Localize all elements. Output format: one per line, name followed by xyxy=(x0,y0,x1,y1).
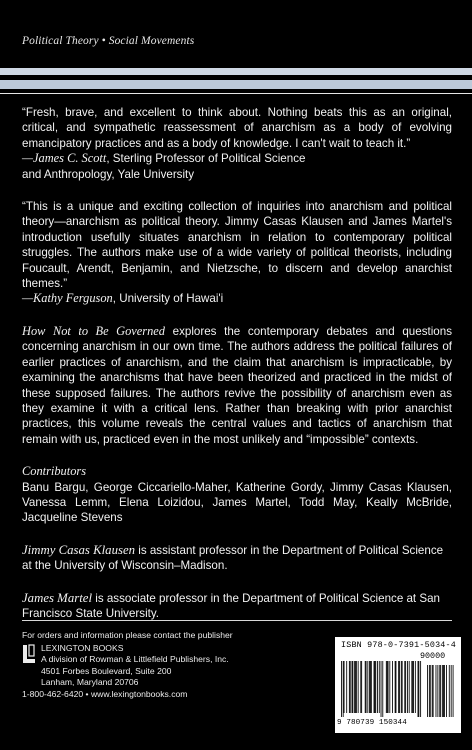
barcode-bar xyxy=(370,661,371,713)
barcode-bar xyxy=(377,661,378,713)
barcode-addon-bar xyxy=(443,665,444,717)
barcode-bar xyxy=(379,661,380,713)
barcode-addon-bar xyxy=(430,665,431,717)
barcode-bar xyxy=(418,661,419,717)
barcode-bar xyxy=(418,661,419,717)
barcode-bar xyxy=(420,661,421,717)
barcode-bar xyxy=(411,661,412,713)
barcode-bar xyxy=(386,661,387,713)
barcode-digits: 9 780739 150344 xyxy=(337,719,407,727)
contributors-section xyxy=(22,464,452,526)
barcode-bar xyxy=(343,661,344,717)
barcode-bar xyxy=(415,661,416,713)
barcode-bar xyxy=(366,661,367,713)
barcode-bar xyxy=(412,661,413,713)
barcode-bar xyxy=(354,661,355,713)
barcode-addon-bar xyxy=(442,665,443,717)
barcode-bar xyxy=(381,661,382,717)
blurb-scott xyxy=(22,105,452,182)
bio-name: Jimmy Casas Klausen xyxy=(22,542,136,557)
category-line: Political Theory • Social Movements xyxy=(22,35,195,47)
blurb-affiliation: , Sterling Professor of Political Science xyxy=(106,152,306,166)
publisher-division: A division of Rowman & Littlefield Publishers, Inc. xyxy=(41,654,229,665)
barcode-bar xyxy=(405,661,406,713)
contributors-heading: Contributors xyxy=(22,464,87,479)
barcode-addon-bar xyxy=(427,665,428,717)
back-cover-text xyxy=(22,105,452,638)
blurb-text: “Fresh, brave, and excellent to think about. Nothing beats this as an original, critical, and sympathetic reassessment of anarchism as a body of evolving emancipatory practices and as a body of knowledge. I can't wait to teach it.” xyxy=(22,106,452,150)
barcode-bar xyxy=(352,661,353,713)
barcode-bar xyxy=(399,661,400,713)
barcode-bar xyxy=(387,661,388,713)
blurb-author: —Kathy Ferguson xyxy=(22,291,113,306)
barcode-bar xyxy=(349,661,350,713)
barcode-bar xyxy=(350,661,351,713)
description-body: explores the contemporary debates and questions concerning anarchism in our own time. The authors address the political failures of earlier practices of anarchism, and the claim that anarchism is impracticable, by examining the anarchisms that have been theorized and practiced in the midst of these supposed failures. The authors revive the possibility of anarchism even as they examine it with a critical lens. Rather than breaking with prior anarchist practices, this volume reveals the central values and tactics of anarchism that remain with us, practiced even in the most unlikely and “impossible” contexts. xyxy=(22,324,452,446)
barcode-icon xyxy=(341,661,455,717)
barcode-bar xyxy=(409,661,410,713)
isbn-text: ISBN 978-0-7391-5034-4 xyxy=(341,640,456,650)
barcode-bar xyxy=(395,661,396,713)
barcode-bar xyxy=(389,661,390,713)
barcode-addon-bar xyxy=(429,665,430,717)
barcode-bar xyxy=(341,661,342,717)
barcode-bar xyxy=(396,661,397,713)
barcode-bar xyxy=(367,661,368,713)
lexington-logo-icon xyxy=(22,644,36,664)
price-code: 90000 xyxy=(420,651,446,661)
bio-klausen xyxy=(22,543,452,574)
header-stripe-bottom xyxy=(0,93,472,94)
publisher-info xyxy=(22,630,302,701)
barcode-bar xyxy=(388,661,389,713)
barcode-bar xyxy=(413,661,414,713)
blurb-affiliation: , University of Hawai'i xyxy=(112,292,224,306)
barcode-bar xyxy=(398,661,399,713)
header-stripe-middle xyxy=(0,80,472,89)
book-title: How Not to Be Governed xyxy=(22,323,165,338)
barcode-bar xyxy=(401,661,402,713)
blurb-ferguson xyxy=(22,199,452,307)
blurb-affiliation-2: and Anthropology, Yale University xyxy=(22,167,195,181)
barcode-bar xyxy=(371,661,372,713)
blurb-attribution xyxy=(22,151,452,166)
blurb-text: “This is a unique and exciting collection of inquiries into anarchism and political theory—anarchism as political theory. Jimmy Casas Klausen and James Martel's introduction usefully situates anarchism in relation to contemporary political struggles. The authors make use of a wide variety of political theorists, including Foucault, Arendt, Benjamin, and Nietzsche, to discern and develop anarchist themes.” xyxy=(22,200,452,291)
barcode-addon-bar xyxy=(436,665,437,717)
bio-martel xyxy=(22,591,452,622)
barcode-bar xyxy=(407,661,408,713)
barcode-bar xyxy=(358,661,359,713)
barcode-bar xyxy=(360,661,361,713)
footer-divider xyxy=(22,620,452,621)
barcode-bar xyxy=(352,661,353,713)
barcode-bar xyxy=(361,661,362,713)
publisher-address-1: 4501 Forbes Boulevard, Suite 200 xyxy=(41,665,172,676)
barcode-bar xyxy=(356,661,357,713)
publisher-address-2: Lanham, Maryland 20706 xyxy=(41,677,139,688)
barcode-bar xyxy=(402,661,403,713)
header-stripe-top xyxy=(0,68,472,75)
barcode-bar xyxy=(369,661,370,713)
bio-text: is associate professor in the Department of Political Science at San Francisco State University. xyxy=(22,591,441,620)
barcode-addon-bar xyxy=(439,665,440,717)
barcode-addon-bar xyxy=(440,665,441,717)
blurb-author: —James C. Scott xyxy=(22,151,107,166)
barcode-addon-bar xyxy=(444,665,445,717)
barcode-bar xyxy=(382,661,383,717)
barcode-bar xyxy=(374,661,375,713)
barcode-bar xyxy=(375,661,376,713)
barcode-addon-bar xyxy=(453,665,454,717)
barcode-bar xyxy=(404,661,405,713)
publisher-intro: For orders and information please contact the publisher xyxy=(22,630,233,640)
barcode-bar xyxy=(365,661,366,713)
barcode-addon-bar xyxy=(432,665,433,717)
book-description xyxy=(22,324,452,447)
barcode-addon-bar xyxy=(433,665,434,717)
publisher-name: LEXINGTON BOOKS xyxy=(41,642,124,653)
blurb-attribution xyxy=(22,291,452,306)
barcode-box xyxy=(335,637,461,733)
publisher-contact: 1-800-462-6420 • www.lexingtonbooks.com xyxy=(22,688,188,699)
barcode-addon-bar xyxy=(451,665,452,717)
barcode-bar xyxy=(344,661,345,713)
barcode-addon-bar xyxy=(446,665,447,717)
bio-name: James Martel xyxy=(22,590,93,605)
barcode-bar xyxy=(374,661,375,713)
barcode-bar xyxy=(355,661,356,713)
barcode-addon-bar xyxy=(437,665,438,717)
barcode-addon-bar xyxy=(449,665,450,717)
barcode-bar xyxy=(346,661,347,713)
barcode-bar xyxy=(392,661,393,713)
bio-text: is assistant professor in the Department of Political Science at the University of Wisconsin–Madison. xyxy=(22,543,444,573)
contributors-list: Banu Bargu, George Ciccariello-Maher, Katherine Gordy, Jimmy Casas Klausen, Vanessa Lemm, Elena Loizidou, James Martel, Todd May, Keally McBride, Jacqueline Stevens xyxy=(22,480,452,525)
